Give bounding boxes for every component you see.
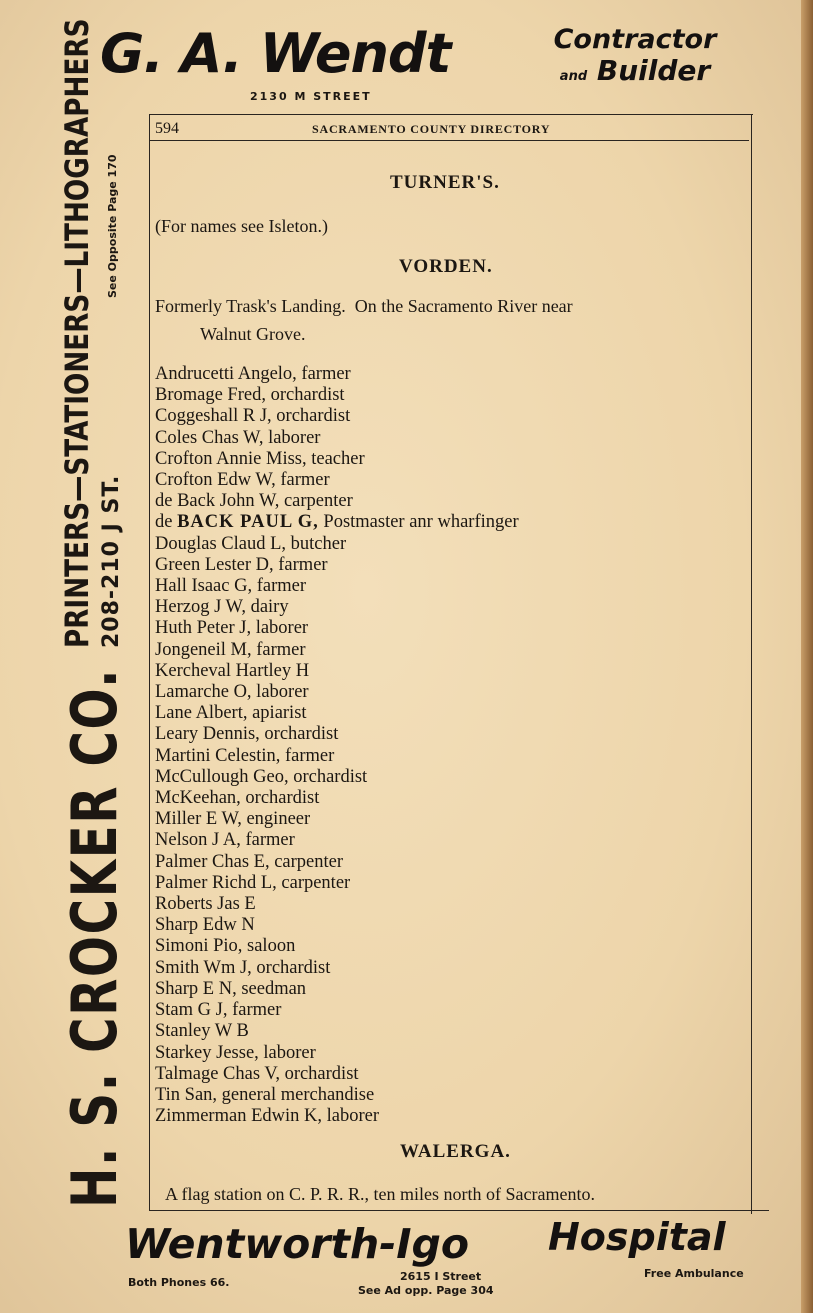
running-head: SACRAMENTO COUNTY DIRECTORY — [312, 122, 551, 136]
list-item: Palmer Richd L, carpenter — [155, 872, 351, 893]
list-item: Talmage Chas V, orchardist — [155, 1063, 359, 1084]
walerga-description: A flag station on C. P. R. R., ten miles north of Sacramento. — [165, 1184, 595, 1204]
list-item: de Back John W, carpenter — [155, 491, 353, 512]
bottom-ad-phones: Both Phones 66. — [128, 1276, 230, 1289]
page-number: 594 — [155, 120, 179, 137]
list-item-postmaster — [155, 512, 519, 533]
list-item: Coles Chas W, laborer — [155, 427, 321, 448]
list-item: Green Lester D, farmer — [155, 554, 328, 575]
list-item: Kercheval Hartley H — [155, 660, 310, 681]
list-item: Stanley W B — [155, 1021, 249, 1042]
list-item: Roberts Jas E — [155, 894, 256, 915]
list-item: Crofton Edw W, farmer — [155, 470, 330, 491]
list-item: Huth Peter J, laborer — [155, 618, 309, 639]
list-item: McCullough Geo, orchardist — [155, 766, 368, 787]
left-side-advertisement — [58, 18, 131, 1208]
list-item: Crofton Annie Miss, teacher — [155, 448, 365, 469]
list-item: Tin San, general merchandise — [155, 1084, 375, 1105]
header-rule — [149, 140, 749, 141]
vorden-description-line2: Walnut Grove. — [200, 324, 306, 344]
bottom-ad-name: Wentworth-Igo — [125, 1220, 470, 1268]
list-item: Miller E W, engineer — [155, 809, 311, 830]
top-ad-title-builder: Builder — [596, 54, 711, 87]
list-item: McKeehan, orchardist — [155, 788, 320, 809]
top-ad-address: 2130 M STREET — [250, 90, 372, 103]
list-item: Hall Isaac G, farmer — [155, 576, 306, 597]
list-item: Leary Dennis, orchardist — [155, 724, 339, 745]
left-ad-company: H. S. CROCKER CO. — [58, 667, 131, 1208]
section-heading-turners: TURNER'S. — [390, 172, 500, 193]
list-item: Lane Albert, apiarist — [155, 703, 307, 724]
top-ad-title — [519, 25, 751, 93]
list-item: Herzog J W, dairy — [155, 597, 289, 618]
turners-note: (For names see Isleton.) — [155, 216, 328, 236]
list-item: Simoni Pio, saloon — [155, 936, 296, 957]
list-item: Smith Wm J, orchardist — [155, 957, 331, 978]
left-ad-address: 208-210 J ST. — [99, 474, 124, 648]
top-ad-title-line1: Contractor — [553, 24, 717, 55]
top-ad-title-line2 — [519, 55, 751, 93]
frame-bottom-rule — [149, 1210, 769, 1211]
list-item: Douglas Claud L, butcher — [155, 533, 347, 554]
list-item: Bromage Fred, orchardist — [155, 385, 345, 406]
list-item: Coggeshall R J, orchardist — [155, 406, 351, 427]
list-item: Sharp E N, seedman — [155, 978, 307, 999]
list-item: Martini Celestin, farmer — [155, 745, 335, 766]
postmaster-prefix: de — [155, 512, 178, 533]
page-edge-shadow — [801, 0, 813, 1313]
list-item: Zimmerman Edwin K, laborer — [155, 1106, 379, 1127]
section-heading-vorden: VORDEN. — [399, 256, 493, 277]
bottom-ad-hospital: Hospital — [548, 1215, 726, 1259]
vorden-directory-list — [155, 364, 519, 1127]
postmaster-name: BACK PAUL G, — [177, 512, 319, 533]
section-heading-walerga: WALERGA. — [400, 1141, 511, 1162]
top-ad-title-and: and — [559, 69, 588, 84]
left-ad-trades: PRINTERS—STATIONERS—LITHOGRAPHERS — [58, 18, 96, 648]
left-ad-see-page: See Opposite Page 170 — [106, 154, 119, 298]
postmaster-title: Postmaster anr wharfinger — [318, 512, 519, 533]
top-ad-name: G. A. Wendt — [100, 22, 451, 85]
frame-left-rule — [149, 114, 150, 1211]
list-item: Starkey Jesse, laborer — [155, 1042, 316, 1063]
vorden-description-line1: Formerly Trask's Landing. On the Sacramento River near — [155, 296, 573, 316]
bottom-ad-see-page: See Ad opp. Page 304 — [358, 1284, 494, 1297]
list-item: Lamarche O, laborer — [155, 682, 309, 703]
list-item: Sharp Edw N — [155, 915, 255, 936]
list-item: Andrucetti Angelo, farmer — [155, 364, 351, 384]
list-item: Palmer Chas E, carpenter — [155, 851, 344, 872]
list-item: Jongeneil M, farmer — [155, 639, 306, 660]
bottom-ad-street: 2615 I Street — [400, 1270, 482, 1283]
frame-right-rule — [751, 114, 752, 1214]
list-item: Stam G J, farmer — [155, 1000, 282, 1021]
frame-top-rule — [149, 114, 753, 115]
bottom-ad-ambulance: Free Ambulance — [644, 1267, 744, 1280]
list-item: Nelson J A, farmer — [155, 830, 295, 851]
